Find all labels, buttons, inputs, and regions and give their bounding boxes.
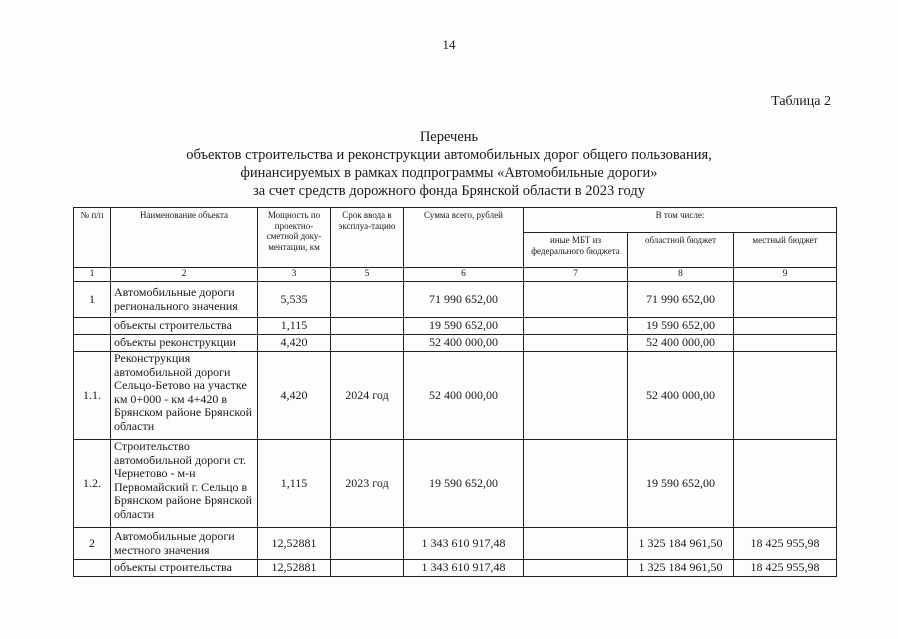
header-capacity: Мощность по проектно-сметной доку-ментации, км [258,208,331,268]
column-number-row [74,268,837,282]
row-name: объекты реконструкции [111,335,258,352]
header-mbt: иные МБТ из федерального бюджета [524,233,628,268]
row-deadline: 2024 год [331,352,404,440]
row-deadline [331,560,404,577]
column-number: 6 [404,268,524,282]
title-line: за счет средств дорожного фонда Брянской области в 2023 году [253,183,645,199]
row-name: Автомобильные дороги регионального значения [111,282,258,318]
table-row [74,560,837,577]
row-local [734,440,837,528]
row-deadline [331,528,404,560]
row-deadline [331,335,404,352]
row-name: Автомобильные дороги местного значения [111,528,258,560]
row-local [734,335,837,352]
row-total: 52 400 000,00 [404,352,524,440]
table-row [74,528,837,560]
row-total: 19 590 652,00 [404,440,524,528]
header-deadline: Срок ввода в эксплуа-тацию [331,208,404,268]
row-capacity: 12,52881 [258,528,331,560]
row-local [734,352,837,440]
row-num: 1 [74,282,111,318]
header-name: Наименование объекта [111,208,258,268]
row-capacity: 4,420 [258,352,331,440]
row-mbt [524,282,628,318]
row-mbt [524,352,628,440]
row-local: 18 425 955,98 [734,528,837,560]
title-line: финансируемых в рамках подпрограммы «Автомобильные дороги» [240,165,658,181]
row-capacity: 1,115 [258,318,331,335]
row-capacity: 5,535 [258,282,331,318]
row-regional: 1 325 184 961,50 [628,560,734,577]
column-number: 5 [331,268,404,282]
row-local: 18 425 955,98 [734,560,837,577]
row-total: 1 343 610 917,48 [404,560,524,577]
row-mbt [524,560,628,577]
row-local [734,282,837,318]
row-mbt [524,440,628,528]
title-line: объектов строительства и реконструкции автомобильных дорог общего пользования, [186,147,712,163]
header-including: В том числе: [524,208,837,233]
row-regional: 1 325 184 961,50 [628,528,734,560]
row-capacity: 4,420 [258,335,331,352]
table-row [74,335,837,352]
column-number: 3 [258,268,331,282]
column-number: 1 [74,268,111,282]
row-name: объекты строительства [111,560,258,577]
column-number: 8 [628,268,734,282]
column-number: 7 [524,268,628,282]
document-title [0,128,898,200]
row-capacity: 1,115 [258,440,331,528]
header-num: № п/п [74,208,111,268]
row-regional: 19 590 652,00 [628,318,734,335]
row-local [734,318,837,335]
page-number: 14 [442,37,456,52]
table-row [74,440,837,528]
header-local: местный бюджет [734,233,837,268]
row-mbt [524,528,628,560]
row-num [74,560,111,577]
row-name: Строительство автомобильной дороги ст. Чернетово - м-н Первомайский г. Сельцо в Брянском районе Брянской области [111,440,258,528]
table-row [74,282,837,318]
header-total: Сумма всего, рублей [404,208,524,268]
row-regional: 52 400 000,00 [628,335,734,352]
table-label: Таблица 2 [771,94,831,109]
column-number: 9 [734,268,837,282]
row-deadline: 2023 год [331,440,404,528]
row-regional: 52 400 000,00 [628,352,734,440]
row-total: 52 400 000,00 [404,335,524,352]
row-num: 1.2. [74,440,111,528]
column-number: 2 [111,268,258,282]
row-deadline [331,318,404,335]
table-row [74,318,837,335]
table-row [74,352,837,440]
row-capacity: 12,52881 [258,560,331,577]
row-name: объекты строительства [111,318,258,335]
header-regional: областной бюджет [628,233,734,268]
row-num [74,335,111,352]
row-regional: 71 990 652,00 [628,282,734,318]
row-mbt [524,335,628,352]
row-total: 19 590 652,00 [404,318,524,335]
row-name: Реконструкция автомобильной дороги Сельцо-Бетово на участке км 0+000 - км 4+420 в Брянском районе Брянской области [111,352,258,440]
row-num [74,318,111,335]
row-num: 2 [74,528,111,560]
title-line: Перечень [419,129,479,145]
objects-table [73,207,837,577]
row-deadline [331,282,404,318]
row-total: 1 343 610 917,48 [404,528,524,560]
row-total: 71 990 652,00 [404,282,524,318]
row-regional: 19 590 652,00 [628,440,734,528]
row-num: 1.1. [74,352,111,440]
row-mbt [524,318,628,335]
